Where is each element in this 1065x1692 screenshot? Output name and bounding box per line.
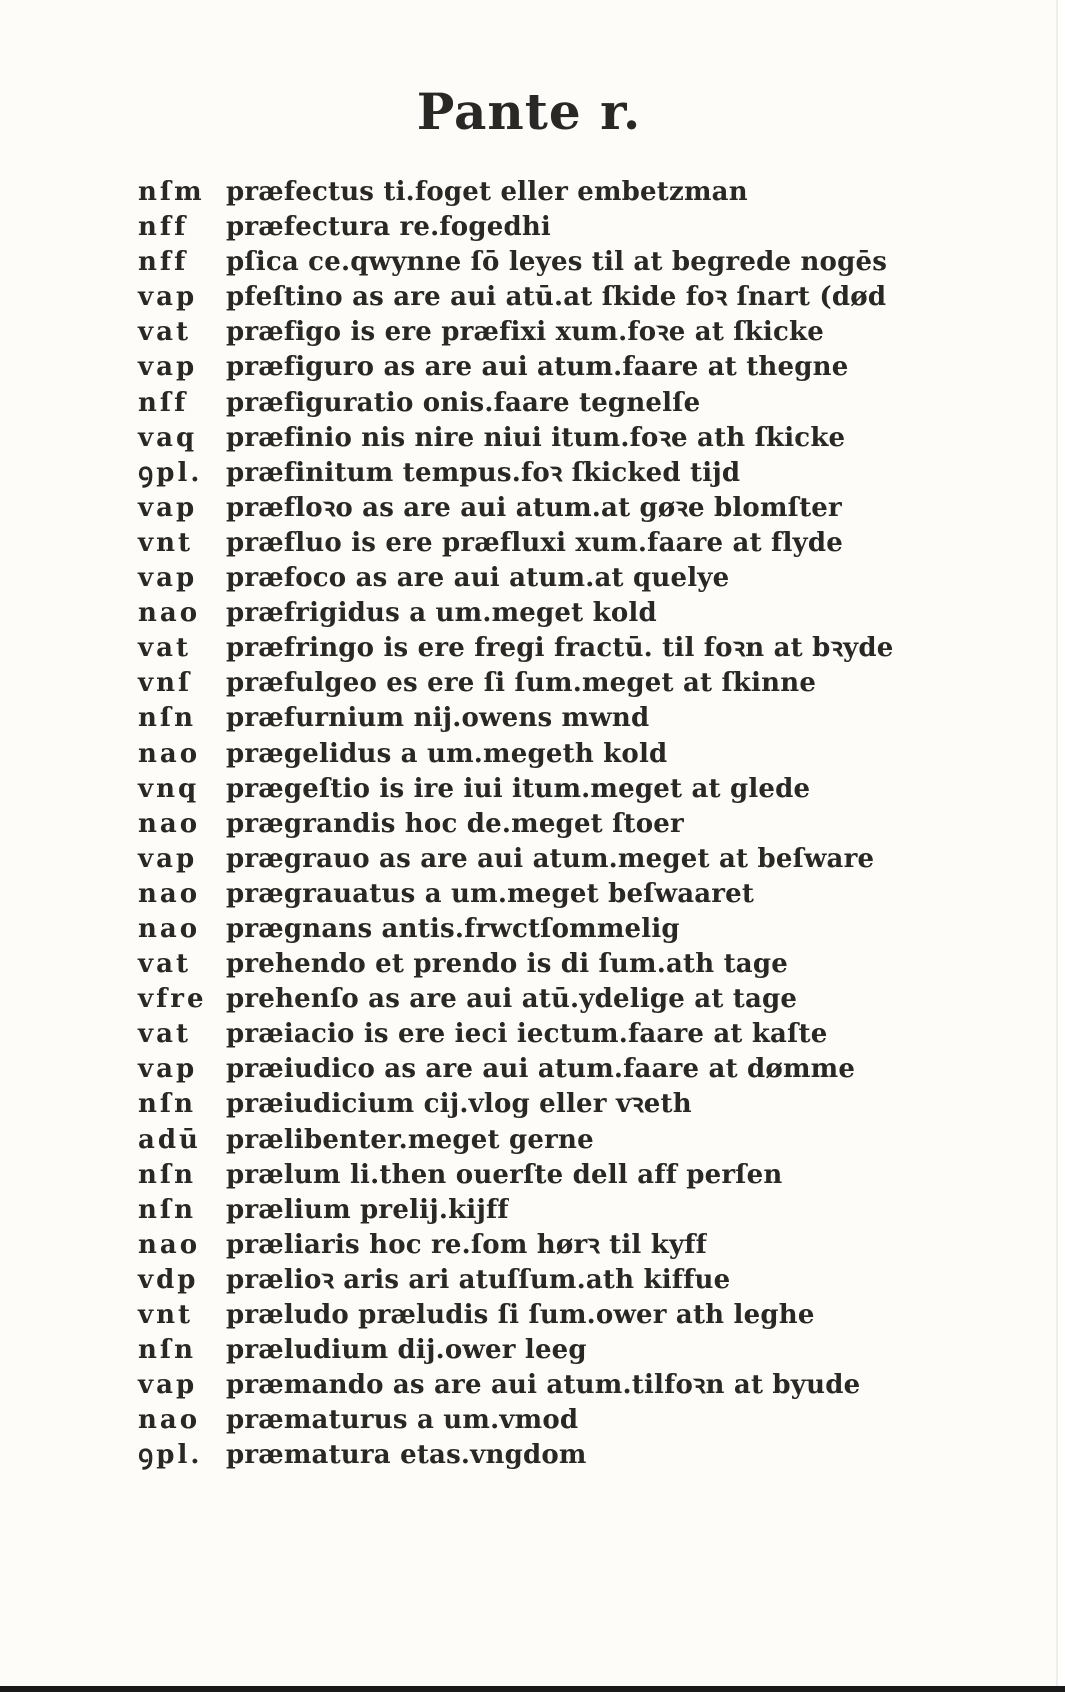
entry-text: præliaris hoc re.ſom hørꝛ til kyff (226, 1229, 708, 1260)
grammar-code: nao (138, 878, 201, 909)
grammar-code: ꝯpl. (138, 457, 203, 488)
dictionary-entry (138, 175, 1018, 210)
dictionary-entry (138, 737, 1018, 772)
entry-text: præiacio is ere ieci iectum.faare at kaſte (226, 1019, 828, 1050)
dictionary-entry (138, 596, 1018, 631)
entry-text: prælibenter.meget gerne (226, 1124, 594, 1155)
grammar-code: vaq (138, 422, 198, 453)
dictionary-entries (138, 175, 1018, 1473)
entry-text: præiudico as are aui atum.faare at dømme (226, 1054, 856, 1085)
grammar-code: vap (138, 1054, 198, 1085)
entry-text: prægeſtio is ire iui itum.meget at glede (226, 773, 811, 804)
grammar-code: nff (138, 247, 189, 278)
dictionary-entry (138, 701, 1018, 736)
grammar-code: nſn (138, 1159, 196, 1190)
grammar-code: vfre (138, 984, 207, 1015)
dictionary-entry (138, 877, 1018, 912)
entry-text: præfringo is ere fregi fractū. til foꝛn at bꝛyde (226, 633, 894, 664)
grammar-code: vap (138, 282, 198, 313)
entry-text: præfiguro as are aui atum.faare at thegne (226, 352, 849, 383)
grammar-code: vnq (138, 773, 200, 804)
dictionary-entry (138, 1368, 1018, 1403)
grammar-code: nſn (138, 1194, 196, 1225)
dictionary-entry (138, 842, 1018, 877)
dictionary-entry (138, 1123, 1018, 1158)
grammar-code: nſn (138, 1089, 196, 1120)
entry-text: præmaturus a um.vmod (226, 1405, 579, 1436)
dictionary-entry (138, 947, 1018, 982)
entry-text: præludo præludis ſi ſum.ower ath leghe (226, 1300, 815, 1330)
entry-text: præfoco as are aui atum.at quelye (226, 563, 730, 594)
grammar-code: nao (138, 738, 201, 769)
dictionary-entry (138, 1298, 1018, 1333)
dictionary-entry (138, 1263, 1018, 1298)
entry-text: præfiguratio onis.faare tegnelſe (226, 387, 701, 418)
grammar-code: vap (138, 352, 198, 383)
grammar-code: nao (138, 1405, 201, 1436)
entry-text: prægrauatus a um.meget beſwaaret (226, 878, 755, 909)
grammar-code: nſn (138, 1335, 196, 1366)
entry-text: prælioꝛ aris ari atuſſum.ath kiffue (226, 1264, 731, 1295)
entry-text: præfinio nis nire niui itum.foꝛe ath ſkicke (226, 422, 846, 453)
dictionary-entry (138, 1193, 1018, 1228)
entry-text: prægelidus a um.megeth kold (226, 738, 668, 769)
entry-text: prælium prelij.kijff (226, 1194, 509, 1225)
grammar-code: nao (138, 913, 201, 944)
grammar-code: vat (138, 1019, 191, 1050)
dictionary-entry (138, 982, 1018, 1017)
entry-text: præfluo is ere præfluxi xum.faare at flyde (226, 527, 843, 558)
entry-text: præiudicium cij.vlog eller vꝛeth (226, 1089, 692, 1120)
entry-text: præfrigidus a um.meget kold (226, 598, 657, 629)
page-title: Pante r. (416, 82, 642, 141)
dictionary-entry (138, 280, 1018, 315)
entry-text: prægrauo as are aui atum.meget at beſware (226, 843, 875, 874)
grammar-code: ꝯpl. (138, 1440, 203, 1471)
grammar-code: vnt (138, 1300, 194, 1330)
scan-edge (0, 1686, 1065, 1692)
grammar-code: vdp (138, 1264, 199, 1295)
grammar-code: vap (138, 563, 198, 594)
entry-text: præfloꝛo as are aui atum.at gøꝛe blomſter (226, 492, 842, 523)
grammar-code: nao (138, 598, 201, 629)
grammar-code: vnt (138, 527, 194, 558)
dictionary-entry (138, 1228, 1018, 1263)
dictionary-entry (138, 807, 1018, 842)
dictionary-entry (138, 210, 1018, 245)
dictionary-entry (138, 526, 1018, 561)
entry-text: præmatura etas.vngdom (226, 1440, 587, 1471)
entry-text: prehendo et prendo is di ſum.ath tage (226, 949, 788, 980)
grammar-code: vap (138, 1370, 198, 1401)
grammar-code: nſm (138, 177, 205, 207)
entry-text: præfurnium nij.owens mwnd (226, 703, 650, 734)
dictionary-entry (138, 666, 1018, 701)
dictionary-entry (138, 350, 1018, 385)
dictionary-entry (138, 315, 1018, 350)
dictionary-entry (138, 1017, 1018, 1052)
entry-text: prælum li.then ouerſte dell aff perſen (226, 1159, 783, 1190)
entry-text: prægrandis hoc de.meget ſtoer (226, 808, 684, 839)
dictionary-entry (138, 245, 1018, 280)
entry-text: prægnans antis.frwctſommelig (226, 913, 680, 944)
dictionary-entry (138, 1052, 1018, 1087)
grammar-code: vat (138, 633, 191, 664)
grammar-code: nſf (138, 387, 189, 418)
grammar-code: vnſ (138, 668, 193, 699)
dictionary-entry (138, 456, 1018, 491)
dictionary-entry (138, 421, 1018, 456)
entry-text: pſica ce.qwynne ſō leyes til at begrede nogēs (226, 247, 888, 278)
entry-text: prehenſo as are aui atū.ydelige at tage (226, 984, 798, 1015)
entry-text: præfinitum tempus.foꝛ ſkicked tijd (226, 457, 741, 488)
dictionary-entry (138, 386, 1018, 421)
dictionary-entry (138, 631, 1018, 666)
dictionary-entry (138, 1333, 1018, 1368)
dictionary-entry (138, 561, 1018, 596)
dictionary-entry (138, 912, 1018, 947)
dictionary-entry (138, 491, 1018, 526)
entry-text: præfectus ti.foget eller embetzman (226, 177, 748, 207)
entry-text: præfulgeo es ere ſi ſum.meget at ſkinne (226, 668, 817, 699)
dictionary-entry (138, 1158, 1018, 1193)
entry-text: præludium dij.ower leeg (226, 1335, 587, 1366)
grammar-code: vap (138, 492, 198, 523)
entry-text: præfectura re.fogedhi (226, 212, 551, 243)
dictionary-entry (138, 772, 1018, 807)
entry-text: præfigo is ere præfixi xum.foꝛe at ſkicke (226, 317, 824, 348)
grammar-code: nao (138, 808, 201, 839)
grammar-code: nff (138, 212, 189, 243)
grammar-code: vat (138, 317, 191, 348)
grammar-code: adū (138, 1124, 201, 1155)
grammar-code: vap (138, 843, 198, 874)
dictionary-entry (138, 1087, 1018, 1122)
entry-text: pfeſtino as are aui atū.at ſkide foꝛ ſnart (død (226, 282, 887, 313)
entry-text: præmando as are aui atum.tilfoꝛn at byude (226, 1370, 861, 1401)
grammar-code: nſn (138, 703, 196, 734)
grammar-code: vat (138, 949, 191, 980)
dictionary-entry (138, 1403, 1018, 1438)
dictionary-entry (138, 1438, 1018, 1473)
grammar-code: nao (138, 1229, 201, 1260)
